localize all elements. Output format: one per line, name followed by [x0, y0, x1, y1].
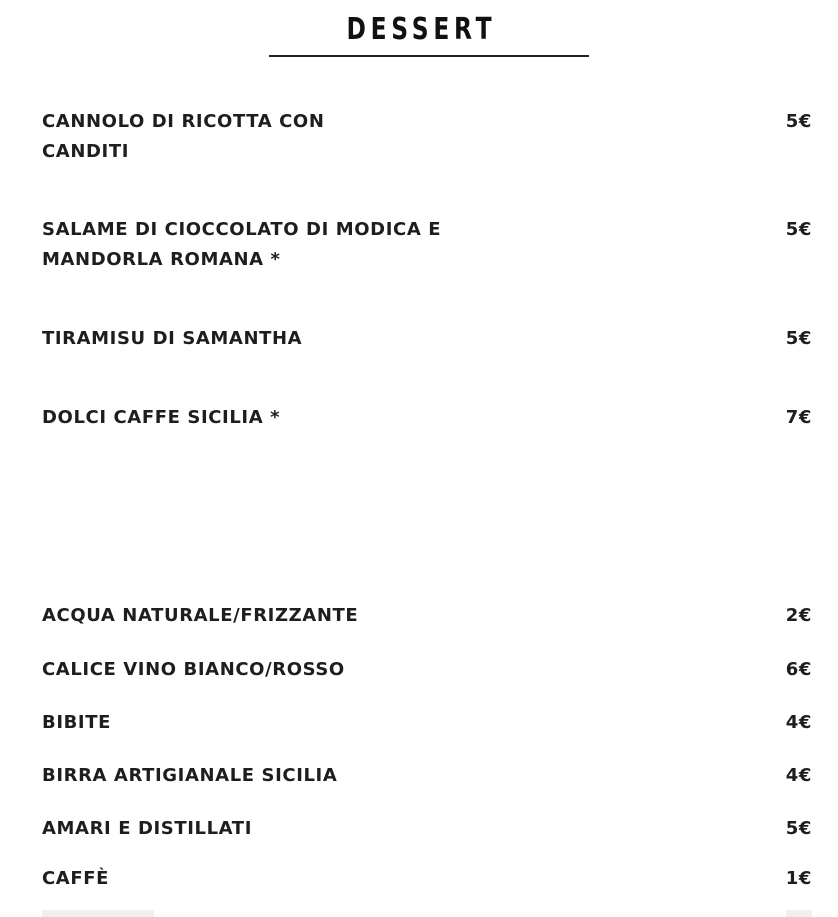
drink-item-name: AMARI E DISTILLATI: [42, 818, 252, 839]
drink-item-price: 2€: [785, 605, 812, 626]
drink-item-name: CAFFÈ: [42, 868, 110, 889]
drink-item-price: 6€: [785, 659, 812, 680]
dessert-item-name: DOLCI CAFFE SICILIA *: [42, 407, 281, 428]
cut-off-price-fragment: [786, 910, 812, 917]
cut-off-name-fragment: [42, 910, 154, 917]
dessert-item-price: 5€: [785, 219, 812, 240]
drink-item-price: 4€: [785, 712, 812, 733]
dessert-item-name: SALAME DI CIOCCOLATO DI MODICA E MANDORLA ROMANA *: [42, 219, 442, 270]
drink-item-name: ACQUA NATURALE/FRIZZANTE: [42, 605, 359, 626]
drink-item-name: BIRRA ARTIGIANALE SICILIA: [42, 765, 338, 786]
dessert-item-name: CANNOLO DI RICOTTA CON CANDITI: [42, 111, 325, 162]
dessert-item-price: 5€: [785, 111, 812, 132]
cut-off-row: [42, 906, 812, 917]
page-title: DESSERT: [346, 12, 497, 47]
dessert-item-name: TIRAMISU DI SAMANTHA: [42, 328, 303, 349]
drink-item-name: CALICE VINO BIANCO/ROSSO: [42, 659, 345, 680]
drink-item-price: 4€: [785, 765, 812, 786]
dessert-item-price: 7€: [785, 407, 812, 428]
drink-item-price: 5€: [785, 818, 812, 839]
dessert-item-price: 5€: [785, 328, 812, 349]
drink-item-price: 1€: [785, 868, 812, 889]
drink-item-name: BIBITE: [42, 712, 112, 733]
title-underline: [269, 55, 589, 57]
